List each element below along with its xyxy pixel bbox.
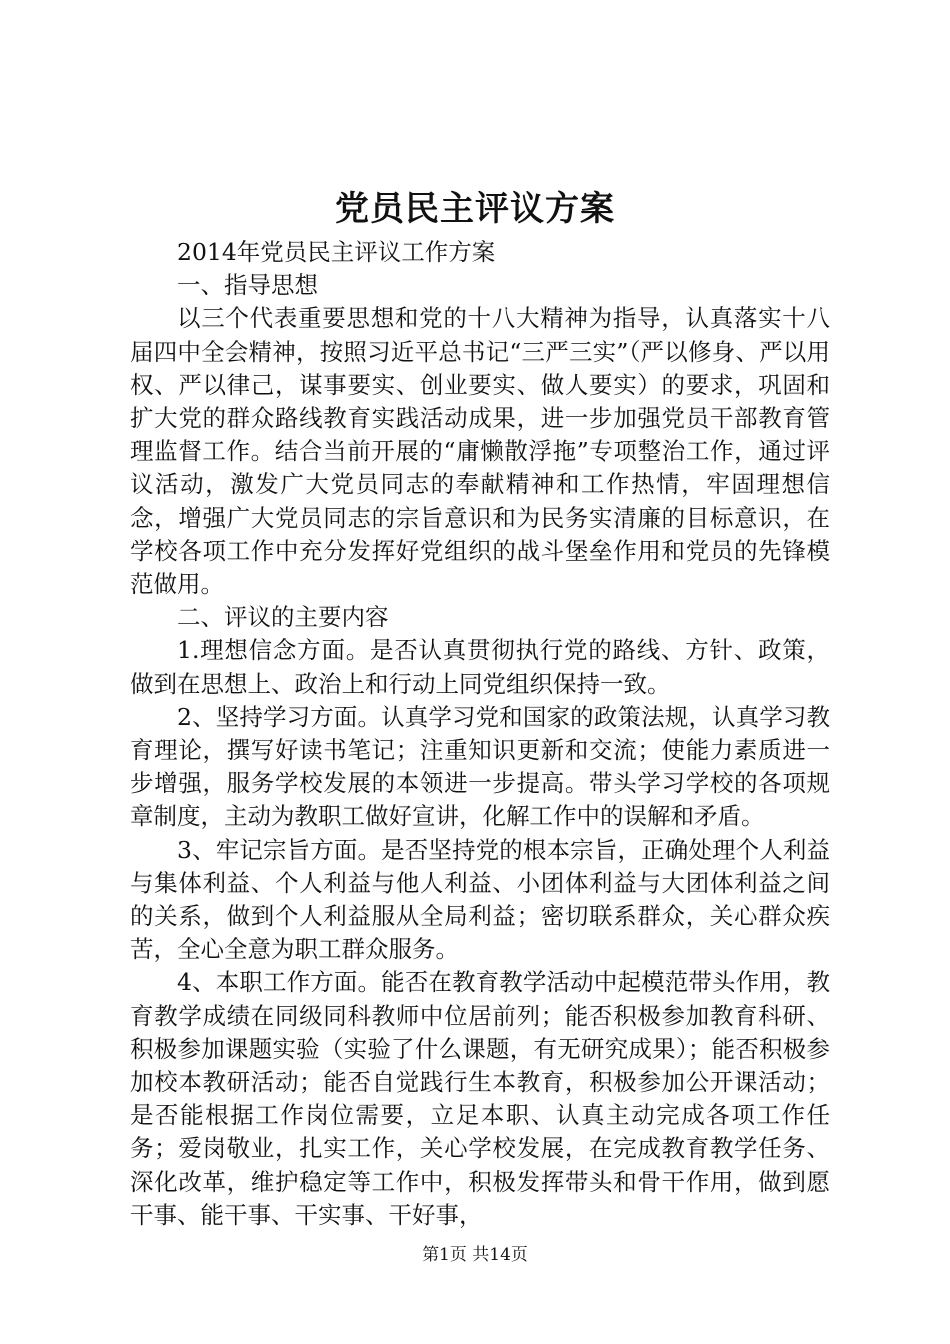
paragraph-item-2: 2、坚持学习方面。认真学习党和国家的政策法规，认真学习教育理论，撰写好读书笔记；注重知识更新和交流；使能力素质进一步增强，服务学校发展的本领进一步提高。带头学习学校的各项规章制度，主动为教职工做好宣讲，化解工作中的误解和矛盾。 [130, 702, 830, 831]
page-footer: 第1页 共14页 [422, 1245, 528, 1265]
paragraph-item-4: 4、本职工作方面。能否在教育教学活动中起模范带头作用，教育教学成绩在同级同科教师中位居前列；能否积极参加教育科研、积极参加课题实验（实验了什么课题，有无研究成果）；能否积极参加校本教研活动；能否自觉践行生本教育，积极参加公开课活动；是否能根据工作岗位需要，立足本职、认真主动完成各项工作任务；爱岗敬业，扎实工作，关心学校发展，在完成教育教学任务、深化改革，维护稳定等工作中，积极发挥带头和骨干作用，做到愿干事、能干事、干实事、干好事， [130, 968, 830, 1229]
section-heading-1: 一、指导思想 [177, 271, 318, 300]
paragraph-guiding-thought: 以三个代表重要思想和党的十八大精神为指导，认真落实十八届四中全会精神，按照习近平总书记“三严三实”（严以修身、严以用权、严以律己，谋事要实、创业要实、做人要实）的要求，巩固和扩大党的群众路线教育实践活动成果，进一步加强党员干部教育管理监督工作。结合当前开展的“庸懒散浮拖”专项整治工作，通过评议活动，激发广大党员同志的奉献精神和工作热情，牢固理想信念，增强广大党员同志的宗旨意识和为民务实清廉的目标意识，在学校各项工作中充分发挥好党组织的战斗堡垒作用和党员的先锋模范做用。 [130, 304, 830, 599]
paragraph-subtitle: 2014年党员民主评议工作方案 [177, 238, 496, 266]
document-body [130, 236, 830, 1232]
document-title: 党员民主评议方案 [335, 189, 615, 229]
section-heading-2: 二、评议的主要内容 [177, 603, 389, 632]
paragraph-item-3: 3、牢记宗旨方面。是否坚持党的根本宗旨，正确处理个人利益与集体利益、个人利益与他人利益、小团体利益与大团体利益之间的关系，做到个人利益服从全局利益；密切联系群众，关心群众疾苦，全心全意为职工群众服务。 [130, 835, 830, 964]
paragraph-item-1: 1.理想信念方面。是否认真贯彻执行党的路线、方针、政策，做到在思想上、政治上和行动上同党组织保持一致。 [130, 636, 830, 698]
